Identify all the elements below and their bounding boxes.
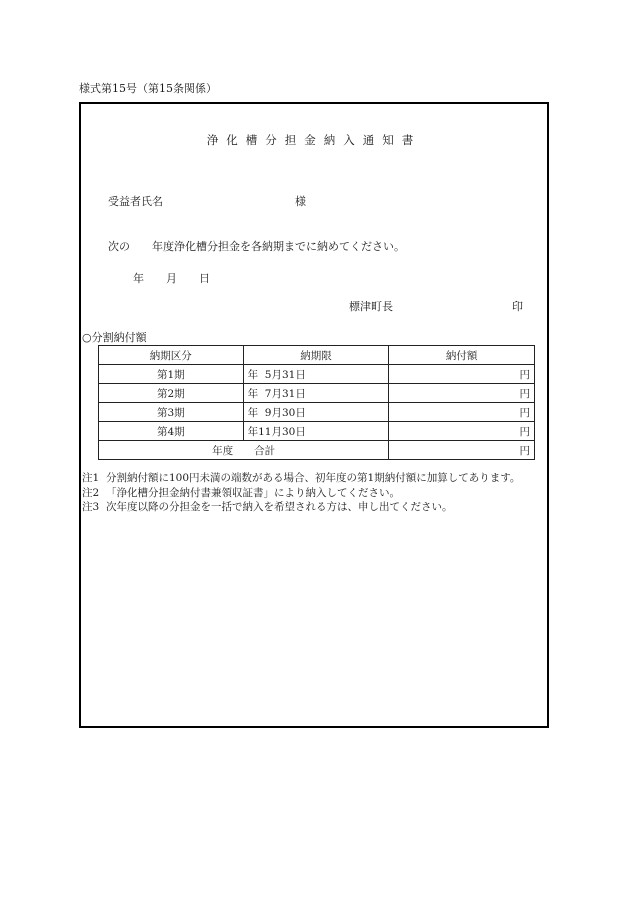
section-title: ○分割納付額 (82, 331, 147, 344)
note-text: 次年度以降の分担金を一括で納入を希望される方は、申し出てください。 (106, 501, 453, 513)
amount-cell: 円 (389, 365, 535, 384)
table-row (99, 403, 535, 422)
notice-text: 次の 年度浄化槽分担金を各納期までに納めてください。 (108, 240, 405, 253)
header-amount: 納付額 (389, 346, 535, 365)
amount-cell: 円 (389, 422, 535, 441)
date-line: 年 月 日 (133, 272, 210, 285)
table-row (99, 384, 535, 403)
notes-list (82, 471, 544, 515)
notice-frame (79, 102, 549, 728)
note-text: 分割納付額に100円未満の端数がある場合、初年度の第1期納付額に加算してあります。 (106, 472, 521, 484)
installment-table (98, 345, 535, 460)
total-label: 年度 合計 (99, 441, 389, 460)
note-text: 「浄化槽分担金納付書兼領収証書」により納入してください。 (106, 486, 400, 499)
recipient-honorific: 様 (295, 195, 306, 208)
total-amount: 円 (389, 441, 535, 460)
table-row (99, 422, 535, 441)
note-item (82, 486, 544, 501)
note-item (82, 471, 544, 486)
note-number: 注3 (82, 501, 100, 513)
header-deadline: 納期限 (243, 346, 389, 365)
period-cell: 第4期 (99, 422, 244, 441)
note-number: 注2 (82, 486, 100, 499)
deadline-cell: 年 7月31日 (243, 384, 389, 403)
issuer-name: 標津町長 (349, 300, 393, 313)
note-number: 注1 (82, 472, 100, 484)
table-row (99, 365, 535, 384)
recipient-label: 受益者氏名 (108, 195, 163, 208)
table-header-row (99, 346, 535, 365)
deadline-cell: 年11月30日 (243, 422, 389, 441)
note-item (82, 500, 544, 515)
header-period: 納期区分 (99, 346, 244, 365)
form-number: 様式第15号（第15条関係） (79, 82, 217, 95)
deadline-cell: 年 5月31日 (243, 365, 389, 384)
amount-cell: 円 (389, 403, 535, 422)
table-total-row (99, 441, 535, 460)
amount-cell: 円 (389, 384, 535, 403)
period-cell: 第2期 (99, 384, 244, 403)
period-cell: 第1期 (99, 365, 244, 384)
period-cell: 第3期 (99, 403, 244, 422)
seal-mark: 印 (512, 300, 523, 313)
document-title: 浄化槽分担金納入通知書 (206, 133, 422, 147)
deadline-cell: 年 9月30日 (243, 403, 389, 422)
